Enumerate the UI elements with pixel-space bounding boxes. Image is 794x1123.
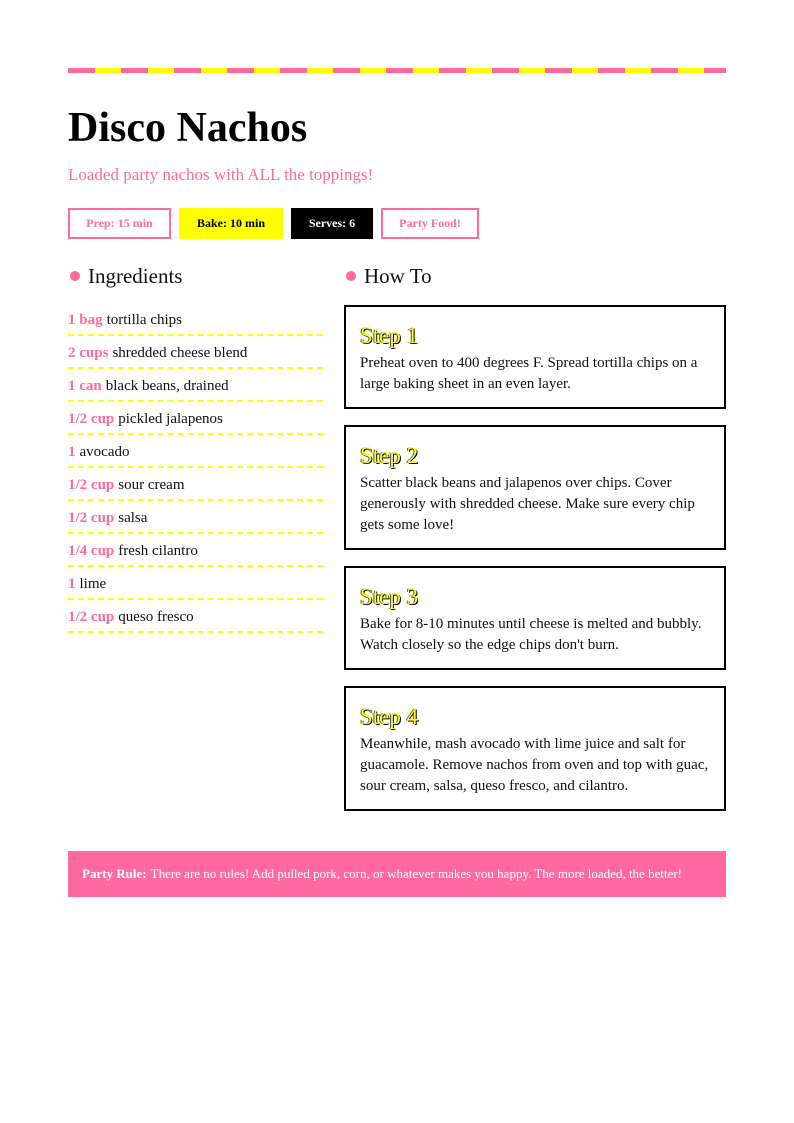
ingredients-section [68,263,323,635]
ingredient-name: pickled jalapenos [118,411,223,427]
ingredient-name: salsa [118,510,148,526]
ingredient-qty: 1/2 cup [68,411,115,427]
step-card [344,305,726,409]
ingredient-name: sour cream [118,477,185,493]
ingredient-item [68,470,323,501]
ingredient-name: queso fresco [118,609,194,625]
bake-time-badge: Bake: 10 min [179,208,283,239]
recipe-title: Disco Nachos [68,105,308,151]
step-card [344,566,726,670]
party-rule-text: There are no rules! Add pulled pork, corn, or whatever makes you happy. The more loaded, the better! [150,866,682,881]
ingredient-name: avocado [79,444,130,460]
step-title: Step 1 [360,323,419,348]
ingredient-qty: 2 cups [68,345,109,361]
party-rule-banner [68,851,726,897]
ingredient-item [68,437,323,468]
howto-heading-text: How To [364,264,432,288]
prep-time-badge: Prep: 15 min [68,208,171,239]
ingredient-name: fresh cilantro [118,543,198,559]
ingredient-item [68,404,323,435]
ingredient-item [68,338,323,369]
howto-section [344,263,726,827]
decorative-stripe [68,68,726,73]
category-badge: Party Food! [381,208,479,239]
ingredients-list [68,305,323,633]
step-title: Step 4 [360,704,419,729]
step-text: Preheat oven to 400 degrees F. Spread tortilla chips on a large baking sheet in an even layer. [360,355,698,392]
ingredient-item [68,305,323,336]
party-rule-label: Party Rule: [82,866,147,881]
step-text: Meanwhile, mash avocado with lime juice and salt for guacamole. Remove nachos from oven and top with guac, sour cream, salsa, queso fresco, and cilantro. [360,736,709,794]
steps-list [344,305,726,811]
bullet-dot-icon [70,271,80,281]
ingredient-item [68,536,323,567]
ingredient-qty: 1 [68,576,76,592]
step-card [344,686,726,811]
howto-heading [344,263,726,289]
ingredient-qty: 1/2 cup [68,510,115,526]
ingredient-qty: 1 bag [68,312,103,328]
ingredient-qty: 1/2 cup [68,609,115,625]
ingredient-qty: 1 can [68,378,102,394]
ingredient-item [68,371,323,402]
ingredient-item [68,569,323,600]
ingredient-qty: 1/2 cup [68,477,115,493]
ingredient-name: lime [79,576,107,592]
bullet-dot-icon [346,271,356,281]
step-title: Step 3 [360,584,419,609]
ingredient-item [68,602,323,633]
ingredient-name: black beans, drained [105,378,229,394]
step-title: Step 2 [360,443,419,468]
recipe-subtitle: Loaded party nachos with ALL the toppings! [68,165,374,184]
step-text: Bake for 8-10 minutes until cheese is melted and bubbly. Watch closely so the edge chips don't burn. [360,616,702,653]
step-card [344,425,726,550]
serves-badge: Serves: 6 [291,208,373,239]
ingredient-item [68,503,323,534]
ingredient-qty: 1/4 cup [68,543,115,559]
badge-row [68,208,726,239]
content-columns [68,263,726,843]
ingredients-heading-text: Ingredients [88,264,183,288]
ingredient-qty: 1 [68,444,76,460]
step-text: Scatter black beans and jalapenos over chips. Cover generously with shredded cheese. Make sure every chip gets some love! [360,475,695,533]
ingredient-name: shredded cheese blend [112,345,248,361]
recipe-page [68,68,726,843]
ingredients-heading [68,263,323,289]
ingredient-name: tortilla chips [106,312,182,328]
